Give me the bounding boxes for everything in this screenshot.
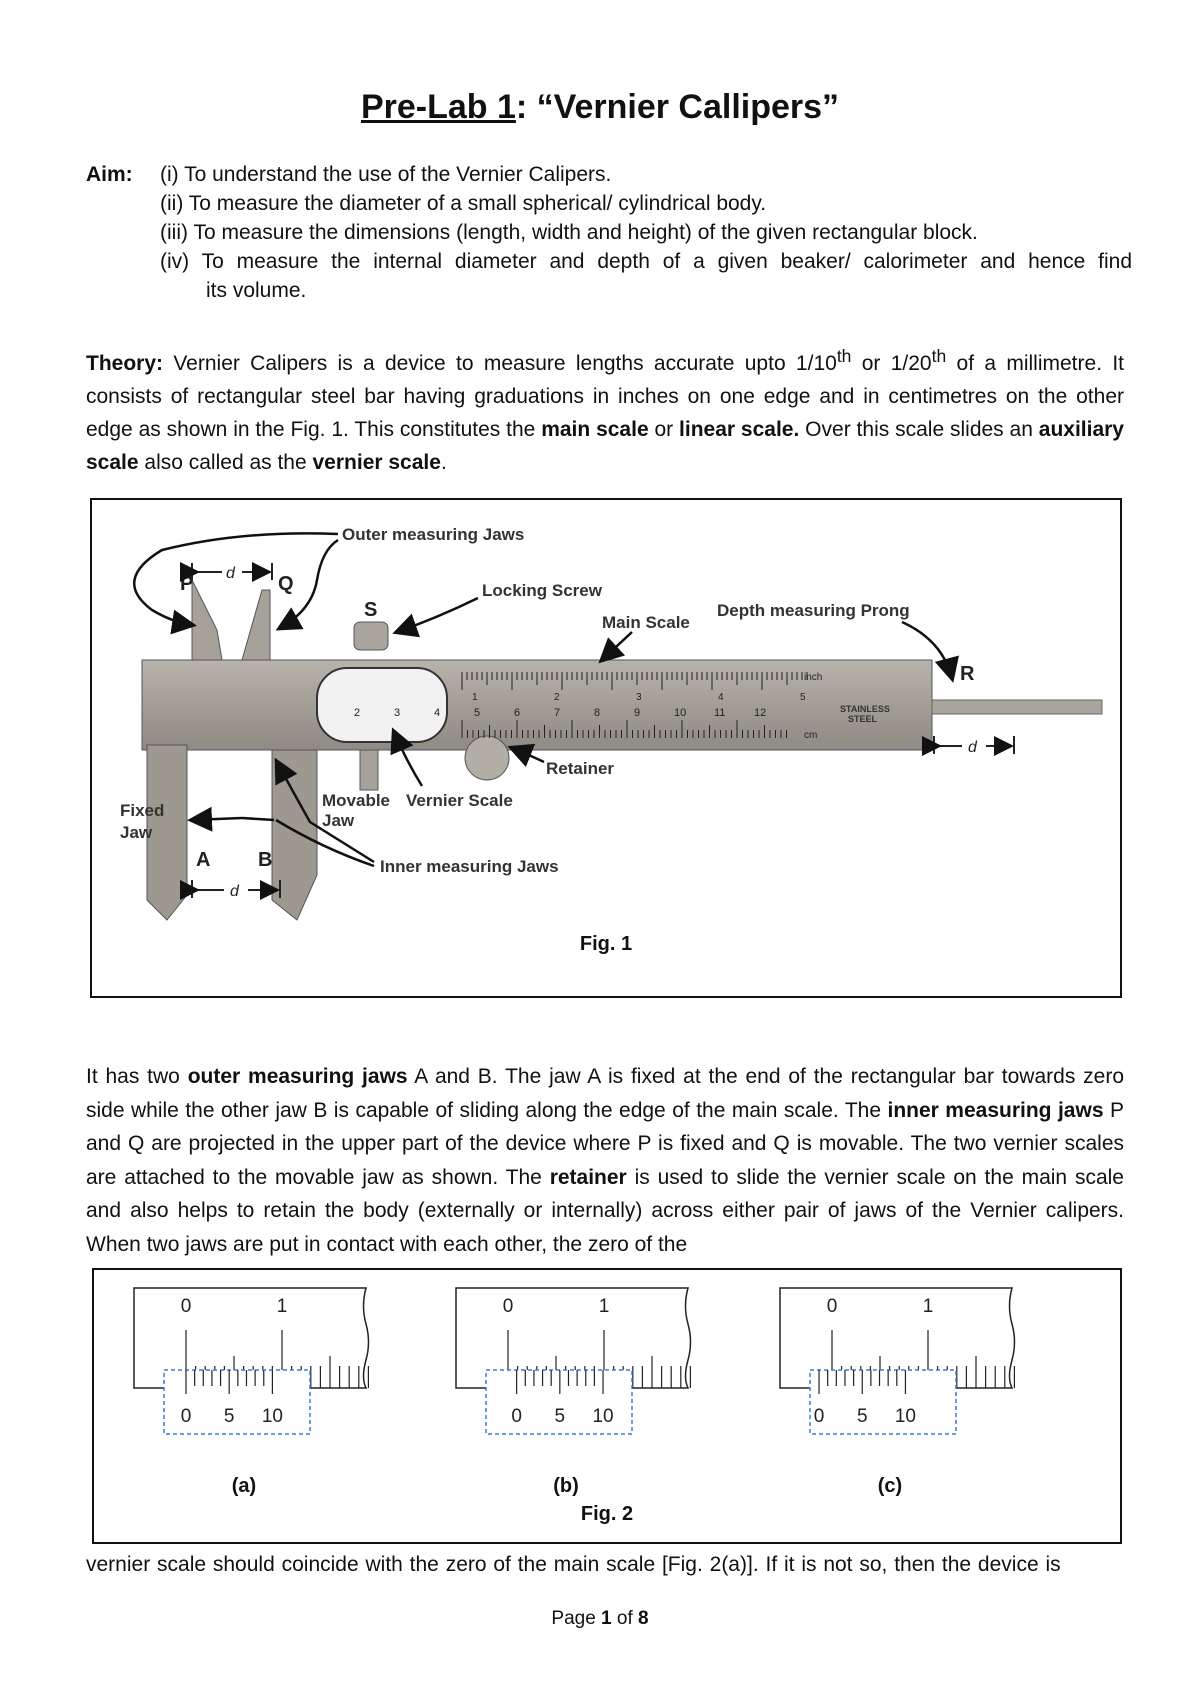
- fixed-jaw: [147, 745, 187, 920]
- label-stainless-2: STEEL: [848, 714, 878, 724]
- label-stainless-1: STAINLESS: [840, 704, 890, 714]
- d-label: d: [968, 739, 977, 756]
- label-movable-jaw-1: Movable: [322, 791, 391, 810]
- fig2-panel: [456, 1288, 691, 1497]
- text-run: or 1/20: [851, 352, 932, 375]
- fig2-panel: [780, 1288, 1015, 1497]
- aim-list: [160, 160, 1132, 305]
- cm-number: 5: [474, 707, 481, 719]
- vernier-label: 10: [261, 1406, 283, 1427]
- cm-number: 8: [594, 707, 601, 719]
- cm-number: 10: [674, 707, 687, 719]
- vernier-label: 5: [223, 1406, 235, 1427]
- vernier-label: 0: [180, 1406, 192, 1427]
- vernier-label: 5: [856, 1406, 868, 1427]
- figure-2: [92, 1268, 1122, 1544]
- cm-number: 3: [394, 707, 401, 719]
- fig1-caption: Fig. 1: [579, 933, 633, 955]
- label-outer-jaws: Outer measuring Jaws: [342, 525, 525, 544]
- text-run: of a millimetre. It consists of rectangular steel bar having graduations in inches on one edge and in centimetres on the other edge as shown in the Fig. 1. This constitutes the: [86, 352, 1125, 441]
- movable-jaw: [272, 750, 317, 920]
- text-run: It has two: [86, 1065, 188, 1088]
- vernier-label: 0: [813, 1406, 825, 1427]
- superscript: th: [931, 346, 947, 366]
- bold-term: retainer: [549, 1165, 627, 1189]
- aim-item: (ii) To measure the diameter of a small spherical/ cylindrical body.: [160, 192, 767, 215]
- label-retainer: Retainer: [546, 759, 615, 778]
- title-prefix: Pre-Lab 1: [360, 88, 516, 126]
- bold-term: inner measuring jaws: [887, 1098, 1104, 1122]
- theory-label: Theory:: [86, 352, 164, 375]
- cm-number: 7: [554, 707, 561, 719]
- text-run: Vernier Calipers is a device to measure lengths accurate upto 1/10: [163, 352, 837, 375]
- main-label: 0: [502, 1296, 514, 1317]
- label-r: R: [960, 663, 975, 685]
- inch-number: 2: [554, 692, 560, 703]
- body-paragraph-2: [86, 1060, 1124, 1261]
- vernier-box: [810, 1370, 956, 1434]
- text-run: P and Q are projected in the upper part of the device where P is fixed and Q is movable. The two vernier scales are attached to the movable jaw as shown. The: [86, 1098, 1124, 1189]
- theory-paragraph: [86, 340, 1124, 479]
- page-total: 8: [638, 1608, 649, 1629]
- text-run: also called as the: [138, 451, 313, 474]
- label-fixed-jaw-2: Jaw: [120, 823, 153, 842]
- figure-1: [90, 498, 1122, 998]
- bold-term: main scale: [541, 418, 649, 441]
- aim-item: (iv) To measure the internal diameter and depth of a given beaker/ calorimeter and hence find: [160, 250, 1132, 273]
- vernier-label: 5: [554, 1406, 566, 1427]
- text-run: .: [440, 451, 447, 474]
- label-b: B: [258, 849, 273, 871]
- cm-number: 2: [354, 707, 361, 719]
- page-footer: [0, 1608, 1200, 1630]
- text-run: A and B. The jaw A is fixed at the end of the rectangular bar towards zero side while the other jaw B is capable of sliding along the edge of the main scale. The: [86, 1065, 1125, 1122]
- aim-item: (i) To understand the use of the Vernier Calipers.: [160, 163, 612, 186]
- text-run: or: [648, 418, 680, 441]
- bold-term: linear scale.: [679, 418, 800, 441]
- label-cm: cm: [804, 730, 818, 741]
- inch-number: 3: [636, 692, 642, 703]
- main-label: 0: [826, 1296, 838, 1317]
- label-s: S: [364, 599, 378, 621]
- label-inch: inch: [804, 672, 823, 683]
- bold-term: vernier scale: [312, 451, 441, 474]
- fig2-caption: Fig. 2: [580, 1503, 634, 1525]
- label-movable-jaw-2: Jaw: [322, 811, 355, 830]
- label-fixed-jaw-1: Fixed: [120, 801, 165, 820]
- d-label: d: [230, 883, 239, 900]
- main-label: 1: [276, 1296, 288, 1317]
- depth-prong: [932, 700, 1102, 714]
- title-rest: : “Vernier Callipers”: [515, 88, 840, 126]
- cm-number: 4: [434, 707, 441, 719]
- footer-text: Page: [551, 1608, 602, 1629]
- cm-number: 12: [754, 707, 767, 719]
- panel-label: (c): [877, 1475, 903, 1497]
- vernier-label: 0: [511, 1406, 522, 1427]
- superscript: th: [836, 346, 852, 366]
- main-label: 1: [598, 1296, 610, 1317]
- vernier-zero-error-diagram: [94, 1270, 1120, 1542]
- main-label: 0: [180, 1296, 192, 1317]
- fig2-panel: [134, 1288, 369, 1497]
- label-locking-screw: Locking Screw: [482, 581, 602, 600]
- jaw-p: [192, 580, 222, 660]
- main-label: 1: [922, 1296, 934, 1317]
- footer-text: of: [611, 1608, 639, 1629]
- retainer-knob: [465, 736, 509, 780]
- aim-label: Aim:: [86, 163, 133, 186]
- panel-label: (b): [553, 1475, 579, 1497]
- cm-number: 11: [714, 707, 726, 719]
- label-vernier-scale: Vernier Scale: [406, 791, 513, 810]
- text-run: Over this scale slides an: [799, 418, 1039, 441]
- locking-screw: [354, 622, 388, 650]
- page-number: 1: [601, 1608, 612, 1629]
- d-label: d: [226, 565, 235, 582]
- aim-item: its volume.: [206, 279, 307, 302]
- screw-stem: [360, 750, 378, 790]
- cm-number: 9: [634, 707, 641, 719]
- inch-number: 5: [800, 692, 806, 703]
- text-run: is used to slide the vernier scale on the main scale and also helps to retain the body (externally or internally) across either pair of jaws of the Vernier calipers. When two jaws are put in contact with each other, the zero of the: [86, 1165, 1124, 1256]
- label-a: A: [196, 849, 211, 871]
- inch-number: 1: [472, 692, 478, 703]
- panel-label: (a): [231, 1475, 257, 1497]
- label-depth-prong: Depth measuring Prong: [717, 601, 910, 620]
- label-p: P: [180, 573, 194, 595]
- vernier-caliper-diagram: [92, 500, 1120, 996]
- jaw-q: [242, 590, 270, 660]
- label-main-scale: Main Scale: [602, 613, 690, 632]
- vernier-window: [317, 668, 447, 742]
- aim-item: (iii) To measure the dimensions (length, width and height) of the given rectangular block.: [160, 221, 978, 244]
- cm-number: 6: [514, 707, 521, 719]
- body-paragraph-3: vernier scale should coincide with the zero of the main scale [Fig. 2(a)]. If it is not so, then the device is: [86, 1553, 1061, 1576]
- vernier-label: 10: [592, 1406, 614, 1427]
- vernier-label: 10: [894, 1406, 917, 1427]
- bold-term: outer measuring jaws: [187, 1065, 408, 1088]
- bold-term: auxiliary scale: [86, 418, 1124, 474]
- label-inner-jaws: Inner measuring Jaws: [380, 857, 559, 876]
- page-title: [0, 88, 1200, 127]
- label-q: Q: [278, 573, 294, 595]
- inch-number: 4: [718, 692, 724, 703]
